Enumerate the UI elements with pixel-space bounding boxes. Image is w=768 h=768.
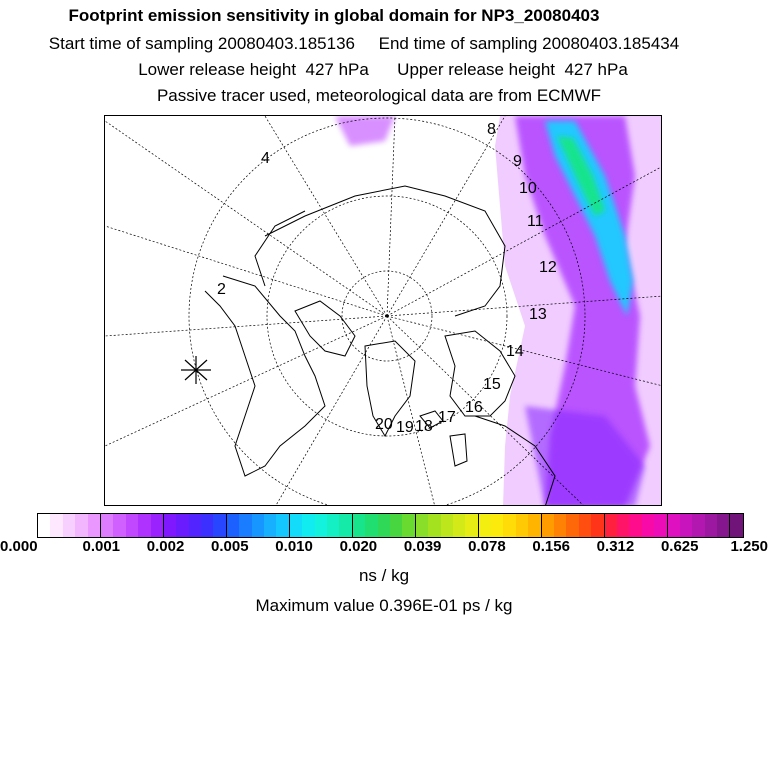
colorbar-segment	[415, 514, 428, 537]
colorbar-segment	[642, 514, 654, 537]
meridian	[275, 316, 387, 506]
traj-label: 13	[529, 306, 547, 323]
colorbar-segment	[528, 514, 540, 537]
traj-label: 20	[375, 416, 393, 433]
meridian	[105, 316, 387, 336]
end-time-label: End time of sampling 20080403.185434	[378, 34, 680, 53]
colorbar-segment	[692, 514, 704, 537]
colorbar-tick-label: 1.250	[730, 538, 768, 555]
colorbar-tick-label: 0.010	[275, 538, 313, 555]
colorbar-segment	[541, 514, 554, 537]
colorbar-tick-label: 0.078	[468, 538, 506, 555]
colorbar-segment	[327, 514, 339, 537]
colorbar-segment	[352, 514, 365, 537]
traj-label: 17	[438, 409, 456, 426]
colorbar-segment	[213, 514, 225, 537]
colorbar-tick-label: 0.002	[146, 538, 185, 555]
traj-label: 12	[539, 259, 557, 276]
colorbar-segment	[176, 514, 188, 537]
colorbar-segment	[88, 514, 100, 537]
colorbar-segment	[428, 514, 440, 537]
colorbar-segment	[315, 514, 327, 537]
plume-top	[335, 116, 395, 146]
colorbar-segment	[478, 514, 491, 537]
tracer-info: Passive tracer used, meteorological data are from ECMWF	[156, 86, 602, 105]
colorbar-tick-label: 0.020	[339, 538, 378, 555]
colorbar-segment	[491, 514, 503, 537]
colorbar-segment	[151, 514, 163, 537]
sampling-times	[0, 34, 748, 54]
meridian	[387, 316, 435, 506]
colorbar-segment	[126, 514, 138, 537]
coast-eurasia	[265, 186, 505, 316]
coast-uk	[450, 434, 467, 466]
traj-label: 9	[513, 153, 522, 170]
chart-title: Footprint emission sensitivity in global domain for NP3_20080403	[68, 6, 600, 25]
traj-label: 15	[483, 376, 501, 393]
colorbar-segment	[617, 514, 629, 537]
coast-canadian-archipelago	[295, 301, 355, 356]
colorbar-tick-label: 0.000	[0, 538, 38, 555]
colorbar-segment	[264, 514, 276, 537]
colorbar-segment	[503, 514, 515, 537]
colorbar-segment	[75, 514, 87, 537]
traj-label: 4	[261, 150, 270, 167]
colorbar-segment	[680, 514, 692, 537]
colorbar-segment	[402, 514, 414, 537]
colorbar-segment	[717, 514, 729, 537]
colorbar-segment	[604, 514, 617, 537]
colorbar-segment	[100, 514, 113, 537]
colorbar-segment	[189, 514, 201, 537]
colorbar-segment	[289, 514, 302, 537]
release-location-marker	[181, 356, 211, 384]
traj-label: 16	[465, 399, 483, 416]
colorbar-segment	[339, 514, 351, 537]
colorbar-segment	[138, 514, 150, 537]
colorbar-segment	[63, 514, 75, 537]
traj-label: 11	[527, 213, 544, 230]
release-heights	[0, 60, 767, 80]
colorbar-segment	[705, 514, 717, 537]
colorbar-segment	[276, 514, 288, 537]
units-label: ns / kg	[358, 566, 410, 585]
meridian	[105, 316, 387, 446]
colorbar-segment	[252, 514, 264, 537]
colorbar-segment	[378, 514, 390, 537]
meridian	[105, 121, 387, 316]
map-canvas	[105, 116, 662, 506]
meridian	[105, 226, 387, 316]
footprint-map	[104, 115, 662, 506]
coast-siberia	[255, 211, 305, 286]
traj-label: 2	[217, 281, 226, 298]
max-value-label: Maximum value 0.396E-01 ps / kg	[255, 596, 513, 615]
lower-release-label: Lower release height 427 hPa	[138, 60, 369, 79]
colorbar-segment	[591, 514, 603, 537]
colorbar-segment	[390, 514, 402, 537]
start-time-label: Start time of sampling 20080403.185136	[48, 34, 356, 53]
colorbar-tick-label: 0.156	[532, 538, 570, 555]
traj-label: 8	[487, 121, 496, 138]
meridian	[265, 116, 387, 316]
colorbar-segment	[441, 514, 453, 537]
colorbar-tick-label: 0.005	[211, 538, 249, 555]
colorbar-segment	[113, 514, 125, 537]
colorbar-segment	[163, 514, 176, 537]
colorbar-segment	[516, 514, 528, 537]
colorbar-segment	[729, 514, 742, 537]
colorbar-segment	[554, 514, 566, 537]
colorbar-segment	[38, 514, 50, 537]
colorbar-tick-label: 0.001	[82, 538, 121, 555]
colorbar-segment	[302, 514, 314, 537]
colorbar-segment	[50, 514, 62, 537]
traj-label: 10	[519, 180, 537, 197]
colorbar	[37, 513, 744, 538]
colorbar-segment	[579, 514, 591, 537]
colorbar-segment	[453, 514, 465, 537]
colorbar-segment	[465, 514, 477, 537]
traj-label: 14	[506, 343, 524, 360]
colorbar-segment	[566, 514, 578, 537]
colorbar-tick-label: 0.039	[403, 538, 442, 555]
traj-label: 19	[396, 419, 414, 436]
colorbar-segment	[365, 514, 377, 537]
traj-label: 18	[415, 418, 433, 435]
colorbar-segment	[654, 514, 666, 537]
colorbar-segment	[667, 514, 680, 537]
colorbar-segment	[239, 514, 251, 537]
colorbar-segment	[201, 514, 213, 537]
meridian	[387, 116, 395, 316]
colorbar-tick-label: 0.625	[660, 538, 699, 555]
colorbar-segment	[226, 514, 239, 537]
colorbar-tick-label: 0.312	[596, 538, 635, 555]
colorbar-segment	[629, 514, 641, 537]
upper-release-label: Upper release height 427 hPa	[397, 60, 628, 79]
